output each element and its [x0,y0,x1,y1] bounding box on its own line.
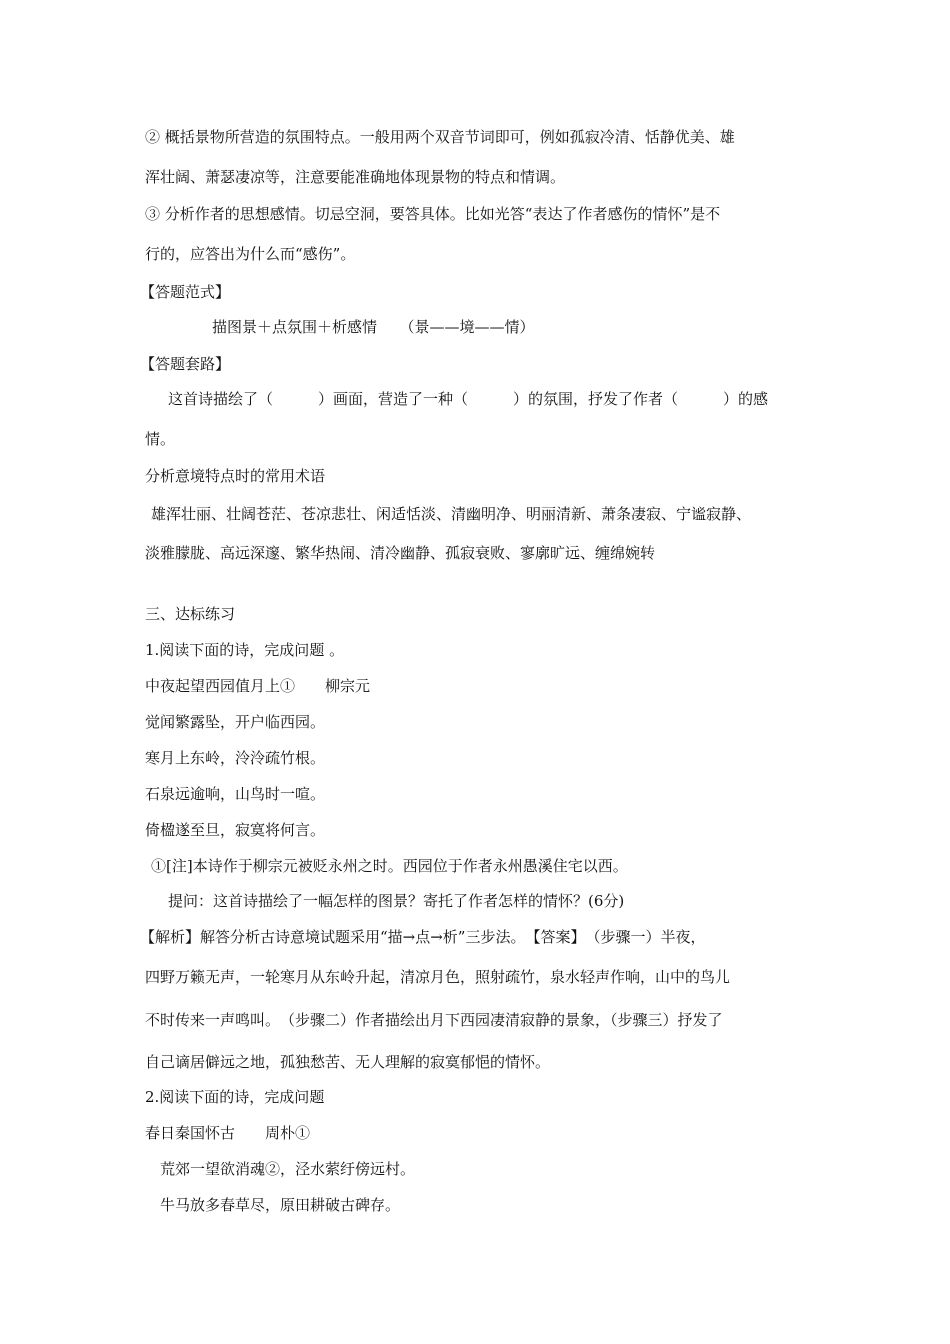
question-prompt: 提问：这首诗描绘了一幅怎样的图景？寄托了作者怎样的情怀？(6分) [168,892,625,910]
text-line: 淡雅朦胧、高远深邃、繁华热闹、清冷幽静、孤寂衰败、寥廓旷远、缠绵婉转 [145,544,656,562]
text-line: 浑壮阔、萧瑟凄凉等，注意要能准确地体现景物的特点和情调。 [145,168,566,186]
poem-note: ①[注]本诗作于柳宗元被贬永州之时。西园位于作者永州愚溪住宅以西。 [151,857,628,875]
text-line: 行的，应答出为什么而“感伤”。 [145,245,356,263]
answer-line: 四野万籁无声，一轮寒月从东岭升起，清凉月色，照射疏竹，泉水轻声作响，山中的鸟儿 [145,968,731,986]
question-title: 1.阅读下面的诗，完成问题 。 [145,641,345,659]
poem-title: 春日秦国怀古 周朴① [145,1124,311,1142]
text-line: ③ 分析作者的思想感情。切忌空洞，要答具体。比如光答“表达了作者感伤的情怀”是不 [145,205,721,223]
text-line: 描图景＋点氛围＋析感情 （景——境——情） [212,318,535,336]
poem-line: 觉闻繁露坠，开户临西园。 [145,713,326,731]
question-title: 2.阅读下面的诗，完成问题 [145,1088,325,1106]
answer-line: 不时传来一声鸣叫。 （步骤二）作者描绘出月下西园凄清寂静的景象，（步骤三）抒发了 [145,1011,723,1029]
text-line: 分析意境特点时的常用术语 [145,467,326,485]
poem-line: 牛马放多春草尽，原田耕破古碑存。 [160,1196,401,1214]
poem-line: 荒郊一望欲消魂②，泾水萦纡傍远村。 [160,1160,416,1178]
text-line: ② 概括景物所营造的氛围特点。一般用两个双音节词即可，例如孤寂冷清、恬静优美、雄 [145,128,735,146]
text-line: 这首诗描绘了（ ）画面，营造了一种（ ）的氛围，抒发了作者（ ）的感 [168,390,769,408]
poem-line: 寒月上东岭，泠泠疏竹根。 [145,749,326,767]
poem-line: 倚楹遂至旦，寂寞将何言。 [145,821,326,839]
text-line: 情。 [145,430,176,448]
answer-line: 自己谪居僻远之地，孤独愁苦、无人理解的寂寞郁悒的情怀。 [145,1053,551,1071]
text-line: 雄浑壮丽、壮阔苍茫、苍凉悲壮、闲适恬淡、清幽明净、明丽清新、萧条凄寂、宁谧寂静、 [151,505,752,523]
section-heading: 三、达标练习 [145,605,236,623]
section-heading: 【答题套路】 [140,355,231,373]
poem-title: 中夜起望西园值月上① 柳宗元 [145,677,371,695]
poem-line: 石泉远逾响，山鸟时一喧。 [145,785,326,803]
section-heading: 【答题范式】 [140,283,231,301]
analysis-line: 【解析】解答分析古诗意境试题采用“描→点→析”三步法。 【答案】 （步骤一）半夜， [140,928,706,946]
